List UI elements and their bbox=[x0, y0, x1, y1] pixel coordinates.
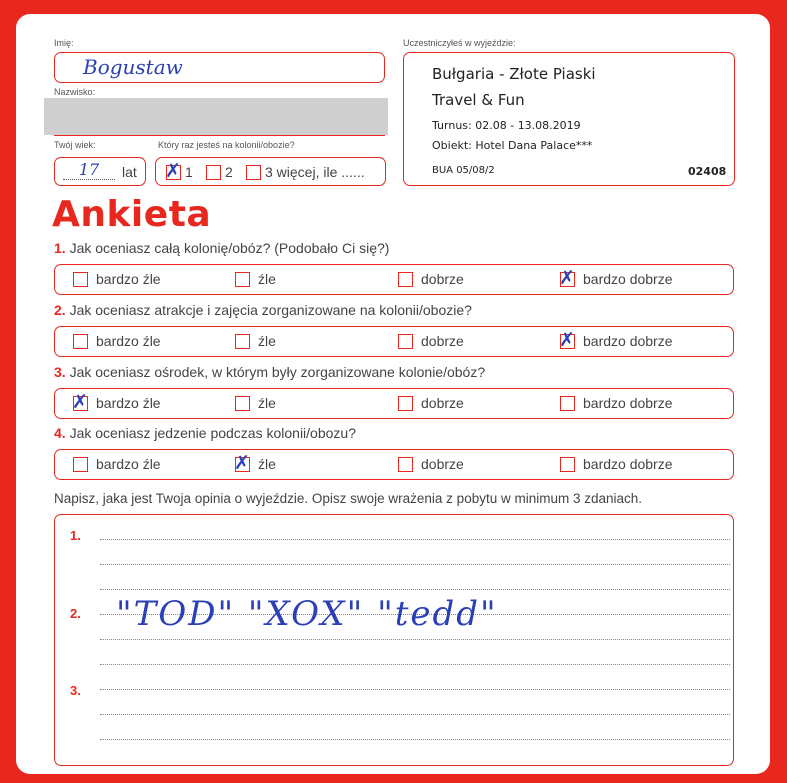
question-text: Jak oceniasz jedzenie podczas kolonii/obozu? bbox=[69, 425, 356, 441]
times-label: Który raz jesteś na kolonii/obozie? bbox=[158, 140, 295, 150]
answer-label: bardzo dobrze bbox=[583, 456, 673, 472]
answer-label: bardzo źle bbox=[96, 271, 161, 287]
trip-destination: Bułgaria - Złote Piaski bbox=[432, 65, 596, 83]
answer-option[interactable] bbox=[73, 271, 161, 287]
answer-option[interactable] bbox=[73, 333, 161, 349]
answer-checkbox[interactable] bbox=[559, 266, 575, 289]
question-2-label bbox=[54, 302, 472, 318]
writing-line bbox=[100, 714, 730, 715]
opinion-prompt: Napisz, jaka jest Twoja opinia o wyjeździe. Opisz swoje wrażenia z pobytu w minimum 3 zdaniach. bbox=[54, 491, 643, 506]
answer-checkbox[interactable] bbox=[72, 390, 88, 413]
question-4-label bbox=[54, 425, 356, 441]
writing-line bbox=[100, 664, 730, 665]
obiekt-value: Hotel Dana Palace*** bbox=[475, 139, 593, 152]
question-2-options bbox=[54, 326, 734, 357]
answer-label: bardzo źle bbox=[96, 333, 161, 349]
name-field[interactable] bbox=[54, 52, 385, 83]
answer-label: bardzo źle bbox=[96, 395, 161, 411]
times-option-label-1: 1 bbox=[185, 164, 193, 180]
question-1-options bbox=[54, 264, 734, 295]
answer-label: źle bbox=[258, 271, 276, 287]
answer-label: bardzo dobrze bbox=[583, 271, 673, 287]
times-option-label-3: 3 więcej, ile ...... bbox=[265, 164, 365, 180]
writing-line bbox=[100, 589, 730, 590]
check-x-mark-icon: ✗ bbox=[165, 159, 181, 182]
times-option-label-2: 2 bbox=[225, 164, 233, 180]
age-unit: lat bbox=[122, 164, 137, 180]
answer-label: dobrze bbox=[421, 456, 464, 472]
answer-checkbox[interactable] bbox=[398, 334, 413, 349]
answer-checkbox[interactable] bbox=[73, 334, 88, 349]
answer-option[interactable] bbox=[235, 395, 276, 411]
answer-option[interactable] bbox=[235, 271, 276, 287]
obiekt-label: Obiekt: bbox=[432, 139, 472, 152]
answer-checkbox[interactable] bbox=[73, 272, 88, 287]
surname-redaction bbox=[44, 98, 388, 135]
answer-option[interactable] bbox=[235, 333, 276, 349]
answer-option[interactable] bbox=[398, 456, 464, 472]
answer-option[interactable] bbox=[559, 328, 673, 351]
writing-line bbox=[100, 739, 730, 740]
answer-option[interactable] bbox=[560, 395, 673, 411]
trip-organizer: Travel & Fun bbox=[432, 91, 525, 109]
line-number: 2. bbox=[70, 606, 81, 621]
answer-checkbox[interactable] bbox=[560, 396, 575, 411]
question-4-options bbox=[54, 449, 734, 480]
question-number: 3. bbox=[54, 364, 66, 380]
times-option-2[interactable] bbox=[206, 164, 233, 180]
times-checkbox-2[interactable] bbox=[206, 165, 221, 180]
answer-checkbox[interactable] bbox=[235, 334, 250, 349]
survey-title: Ankieta bbox=[52, 194, 212, 235]
survey-sheet bbox=[16, 14, 770, 774]
answer-label: źle bbox=[258, 395, 276, 411]
answer-option[interactable] bbox=[398, 333, 464, 349]
answer-label: dobrze bbox=[421, 395, 464, 411]
surname-underline bbox=[54, 135, 385, 136]
opinion-handwriting: "TOD" "XOX" "tedd" bbox=[116, 594, 498, 634]
answer-checkbox[interactable] bbox=[73, 457, 88, 472]
trip-code: BUA 05/08/2 bbox=[432, 165, 495, 176]
answer-label: bardzo dobrze bbox=[583, 395, 673, 411]
writing-line bbox=[100, 689, 730, 690]
times-option-1[interactable] bbox=[165, 159, 193, 182]
surname-label: Nazwisko: bbox=[54, 87, 96, 97]
writing-line bbox=[100, 539, 730, 540]
answer-label: dobrze bbox=[421, 333, 464, 349]
age-field[interactable] bbox=[54, 157, 146, 186]
answer-checkbox[interactable] bbox=[234, 451, 250, 474]
writing-line bbox=[100, 564, 730, 565]
name-label: Imię: bbox=[54, 38, 74, 48]
opinion-box[interactable] bbox=[54, 514, 734, 766]
turnus-label: Turnus: bbox=[432, 119, 472, 132]
age-label: Twój wiek: bbox=[54, 140, 96, 150]
answer-option[interactable] bbox=[559, 266, 673, 289]
question-text: Jak oceniasz ośrodek, w którym były zorganizowane kolonie/obóz? bbox=[69, 364, 486, 380]
answer-option[interactable] bbox=[73, 456, 161, 472]
answer-label: źle bbox=[258, 333, 276, 349]
answer-checkbox[interactable] bbox=[398, 457, 413, 472]
times-checkbox-1[interactable] bbox=[165, 159, 181, 182]
answer-option[interactable] bbox=[398, 271, 464, 287]
answer-checkbox[interactable] bbox=[398, 396, 413, 411]
answer-option[interactable] bbox=[234, 451, 276, 474]
answer-label: bardzo dobrze bbox=[583, 333, 673, 349]
question-3-label bbox=[54, 364, 485, 380]
name-value: Bogustaw bbox=[83, 55, 183, 79]
times-field bbox=[155, 157, 386, 186]
line-number: 3. bbox=[70, 683, 81, 698]
times-option-3[interactable] bbox=[246, 164, 365, 180]
question-number: 2. bbox=[54, 302, 66, 318]
question-text: Jak oceniasz całą kolonię/obóz? (Podobało Ci się?) bbox=[69, 240, 390, 256]
answer-option[interactable] bbox=[560, 456, 673, 472]
turnus-value: 02.08 - 13.08.2019 bbox=[475, 119, 581, 132]
check-x-mark-icon: ✗ bbox=[559, 328, 575, 351]
writing-line bbox=[100, 639, 730, 640]
answer-option[interactable] bbox=[72, 390, 161, 413]
trip-number: 02408 bbox=[688, 165, 727, 178]
answer-label: źle bbox=[258, 456, 276, 472]
answer-checkbox[interactable] bbox=[235, 396, 250, 411]
question-text: Jak oceniasz atrakcje i zajęcia zorganizowane na kolonii/obozie? bbox=[69, 302, 472, 318]
question-3-options bbox=[54, 388, 734, 419]
participant-label: Uczestniczyłeś w wyjeździe: bbox=[403, 38, 516, 48]
age-value: 17 bbox=[63, 160, 115, 180]
answer-checkbox[interactable] bbox=[559, 328, 575, 351]
trip-box bbox=[403, 52, 735, 186]
question-number: 1. bbox=[54, 240, 66, 256]
check-x-mark-icon: ✗ bbox=[234, 451, 250, 474]
line-number: 1. bbox=[70, 528, 81, 543]
answer-checkbox[interactable] bbox=[398, 272, 413, 287]
question-1-label bbox=[54, 240, 389, 256]
answer-option[interactable] bbox=[398, 395, 464, 411]
question-number: 4. bbox=[54, 425, 66, 441]
answer-checkbox[interactable] bbox=[560, 457, 575, 472]
answer-label: bardzo źle bbox=[96, 456, 161, 472]
times-checkbox-3[interactable] bbox=[246, 165, 261, 180]
answer-checkbox[interactable] bbox=[235, 272, 250, 287]
check-x-mark-icon: ✗ bbox=[72, 390, 88, 413]
answer-label: dobrze bbox=[421, 271, 464, 287]
check-x-mark-icon: ✗ bbox=[559, 266, 575, 289]
